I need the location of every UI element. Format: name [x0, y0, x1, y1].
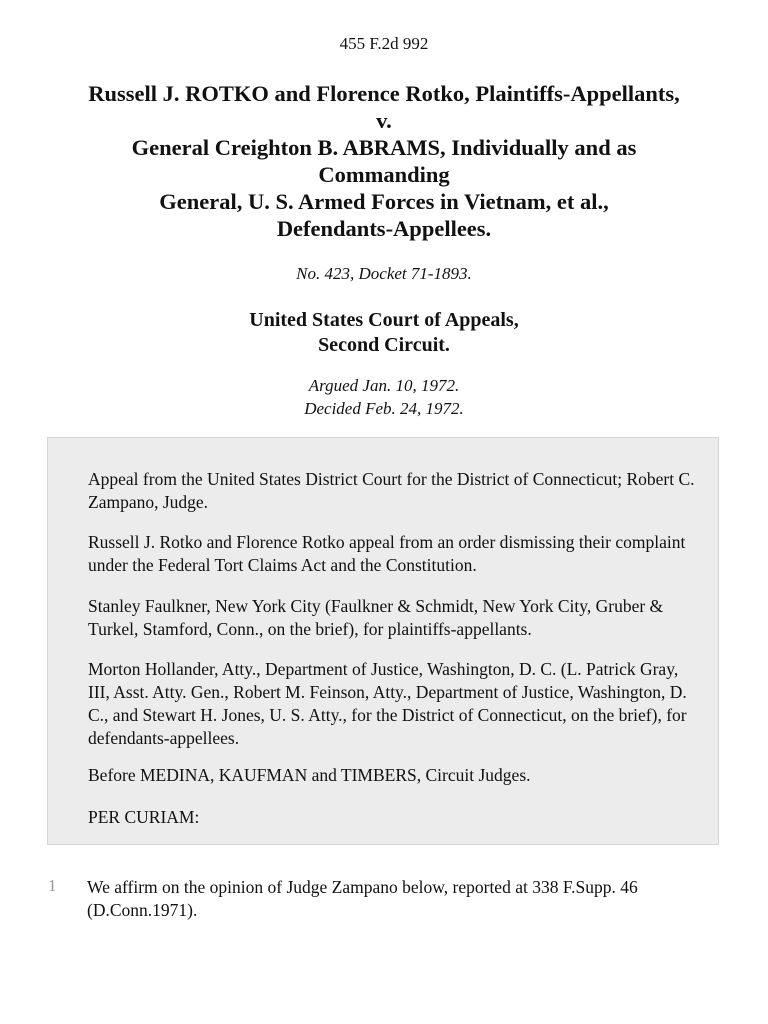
court-name [0, 308, 768, 358]
caption-line-defendant-role: Commanding [318, 162, 450, 187]
decided-date: Decided Feb. 24, 1972. [304, 399, 464, 418]
court-name-line-2: Second Circuit. [318, 334, 450, 356]
argued-date: Argued Jan. 10, 1972. [308, 376, 460, 395]
case-dates [0, 374, 768, 420]
synopsis-text: Russell J. Rotko and Florence Rotko appeal from an order dismissing their complaint under the Federal Tort Claims Act and the Constitution. [88, 532, 686, 575]
caption-line-plaintiffs: Russell J. ROTKO and Florence Rotko, Plaintiffs-Appellants, [88, 81, 680, 106]
docket-number: No. 423, Docket 71-1893. [296, 264, 472, 283]
caption-line-versus: v. [376, 108, 392, 133]
case-citation: 455 F.2d 992 [339, 34, 429, 53]
case-caption [40, 80, 728, 242]
paragraph-text: We affirm on the opinion of Judge Zampano below, reported at 338 F.Supp. 46 (D.Conn.1971). [87, 877, 638, 920]
panel-text: Before MEDINA, KAUFMAN and TIMBERS, Circuit Judges. [88, 765, 531, 785]
appellants-counsel-text: Stanley Faulkner, New York City (Faulkner & Schmidt, New York City, Gruber & Turkel, Stamford, Conn., on the brief), for plaintiffs-appellants. [88, 596, 664, 639]
caption-line-defendants: Defendants-Appellees. [276, 216, 492, 241]
paragraph-number: 1 [48, 876, 57, 895]
caption-line-defendant-title: General, U. S. Armed Forces in Vietnam, et al., [159, 189, 609, 214]
court-name-line-1: United States Court of Appeals, [249, 309, 519, 331]
appeal-from-text: Appeal from the United States District Court for the District of Connecticut; Robert C. Zampano, Judge. [88, 469, 695, 512]
appellees-counsel-text: Morton Hollander, Atty., Department of Justice, Washington, D. C. (L. Patrick Gray, III, Asst. Atty. Gen., Robert M. Feinson, Atty., Department of Justice, Washington, D. C., and Stewart H. Jones, U. S. Atty., for the District of Connecticut, on the brief), for defendants-appellees. [88, 659, 687, 748]
caption-line-defendant-name: General Creighton B. ABRAMS, Individually and as [131, 135, 637, 160]
case-summary-box [47, 437, 719, 845]
per-curiam-heading: PER CURIAM: [88, 807, 200, 827]
